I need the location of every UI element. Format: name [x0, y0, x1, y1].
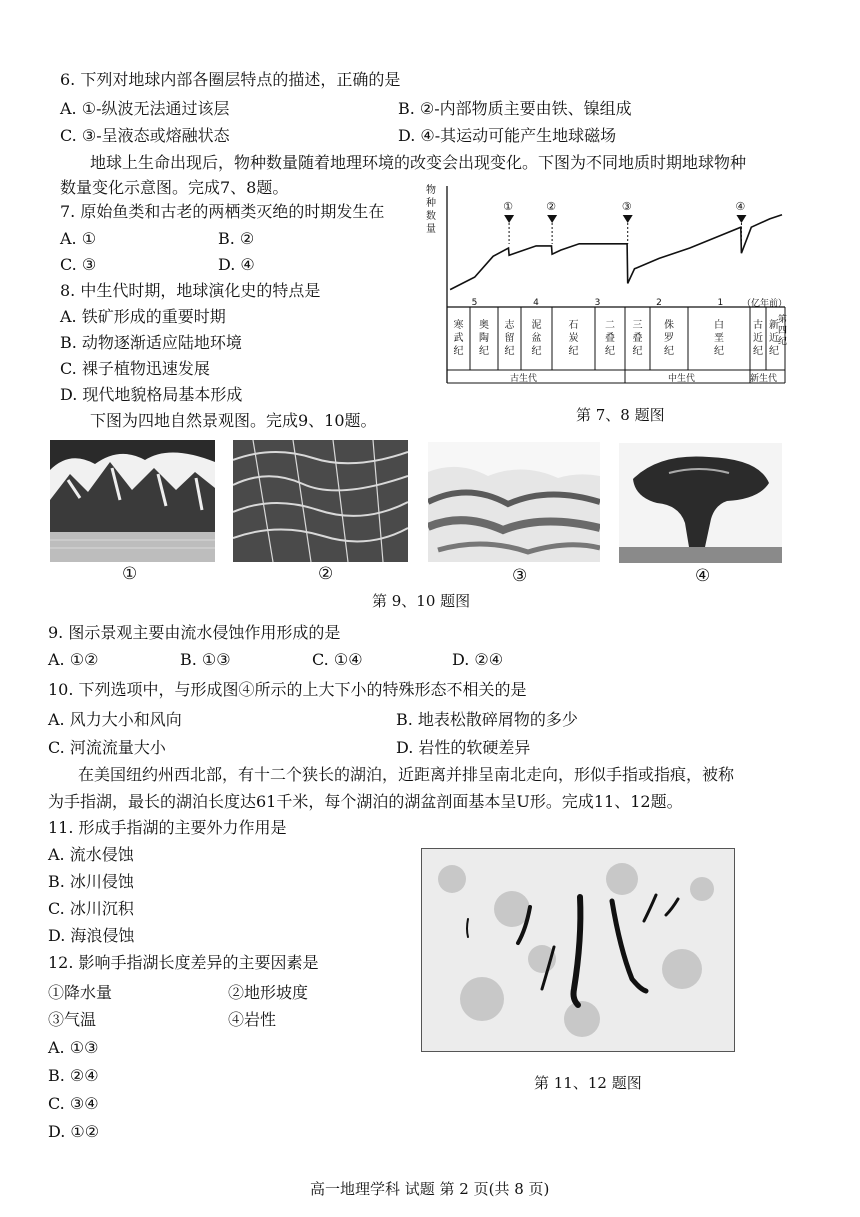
q6-option-c: C. ③-呈液态或熔融状态: [60, 126, 230, 145]
q12-option-c: C. ③④: [48, 1094, 99, 1113]
period-label-char: 纪: [453, 346, 464, 357]
period-label-char: 纪: [714, 346, 724, 357]
period-label-char: 纪: [769, 346, 779, 357]
period-label-char: 二: [605, 320, 615, 331]
period-label-char: 近: [753, 333, 763, 344]
q6-option-a: A. ①-纵波无法通过该层: [60, 99, 230, 118]
species-line: [450, 215, 782, 290]
q7-option-b: B. ②: [218, 229, 255, 248]
extinction-marker-label: ①: [503, 200, 513, 213]
intro-7-8-line2: 数量变化示意图。完成7、8题。: [60, 178, 289, 197]
x-tick-label: 2: [656, 298, 662, 308]
period-label-char: 近: [769, 333, 779, 344]
extinction-marker-label: ④: [735, 200, 746, 213]
period-table: [447, 307, 788, 383]
q9-stem: 9. 图示景观主要由流水侵蚀作用形成的是: [48, 623, 341, 642]
period-label-char: 奥: [479, 320, 489, 331]
q12-option-a: A. ①③: [48, 1038, 99, 1057]
q11-option-d: D. 海浪侵蚀: [48, 926, 135, 945]
q7-option-c: C. ③: [60, 255, 97, 274]
q6-stem: 6. 下列对地球内部各圈层特点的描述，正确的是: [60, 70, 401, 89]
x-tick-label: 5: [471, 298, 478, 308]
era-cenozoic: 新生代: [750, 374, 778, 384]
period-label-char: 石: [568, 320, 579, 331]
q7-option-d: D. ④: [218, 255, 255, 274]
q11-option-b: B. 冰川侵蚀: [48, 872, 134, 891]
photos-caption: 第 9、10 题图: [372, 592, 471, 610]
period-label-char: 炭: [568, 333, 579, 344]
x-tick-label: 1: [717, 298, 724, 308]
period-label-char: 武: [453, 333, 464, 344]
chart-ylabel-char: 种: [426, 198, 436, 209]
q12-factor-1: ①降水量: [48, 983, 113, 1002]
q8-option-b: B. 动物逐渐适应陆地环境: [60, 333, 242, 352]
q11-stem: 11. 形成手指湖的主要外力作用是: [48, 818, 287, 837]
q9-option-c: C. ①④: [312, 650, 363, 669]
x-tick-label: 3: [594, 298, 601, 308]
period-label-char: 留: [504, 333, 515, 344]
q12-factor-3: ③气温: [48, 1010, 97, 1029]
q9-option-d: D. ②④: [452, 650, 504, 669]
period-label-char: 古: [753, 320, 763, 331]
finger-lakes-map: [421, 848, 735, 1052]
period-label-char: 垩: [714, 333, 724, 344]
q7-stem: 7. 原始鱼类和古老的两栖类灭绝的时期发生在: [60, 202, 385, 221]
quaternary-label-char: 纪: [778, 337, 788, 347]
quaternary-label-char: 四: [778, 326, 788, 336]
q12-stem: 12. 影响手指湖长度差异的主要因素是: [48, 953, 319, 972]
q9-option-b: B. ①③: [180, 650, 231, 669]
chart-ylabel-char: 数: [426, 211, 436, 222]
photo-label-3: ③: [512, 566, 528, 586]
period-label-char: 罗: [664, 333, 674, 344]
landscape-photo-2: [233, 440, 408, 562]
q12-option-b: B. ②④: [48, 1066, 99, 1085]
q9-option-a: A. ①②: [48, 650, 99, 669]
lakes-caption: 第 11、12 题图: [534, 1074, 642, 1092]
chart-ylabel: [426, 183, 436, 235]
landscape-photo-4: [619, 443, 782, 563]
photo-label-1: ①: [122, 564, 138, 584]
period-label-char: 盆: [531, 333, 542, 344]
chart-ylabel-char: 量: [426, 224, 436, 235]
q10-option-d: D. 岩性的软硬差异: [396, 738, 531, 757]
species-chart: [420, 182, 790, 392]
intro-9-10: 下图为四地自然景观图。完成9、10题。: [90, 411, 377, 430]
period-label-char: 纪: [479, 346, 489, 357]
q7-option-a: A. ①: [60, 229, 97, 248]
x-tick-label: 4: [533, 298, 539, 308]
period-label-char: 纪: [568, 346, 579, 357]
era-paleozoic: 古生代: [510, 374, 538, 384]
extinction-marker-arrow: [736, 215, 746, 223]
intro-11-12-line2: 为手指湖，最长的湖泊长度达61千米，每个湖泊的湖盆剖面基本呈U形。完成11、12题。: [48, 792, 683, 811]
chart-ylabel-char: 物: [426, 185, 436, 196]
q10-option-b: B. 地表松散碎屑物的多少: [396, 710, 578, 729]
period-label-char: 白: [714, 320, 724, 331]
period-label-char: 泥: [531, 320, 542, 331]
q8-option-c: C. 裸子植物迅速发展: [60, 359, 210, 378]
intro-7-8-line1: 地球上生命出现后，物种数量随着地理环境的改变会出现变化。下图为不同地质时期地球物种: [90, 153, 747, 172]
extinction-marker-label: ③: [621, 200, 632, 213]
q11-option-a: A. 流水侵蚀: [48, 845, 134, 864]
extinction-marker-arrow: [504, 215, 514, 223]
landscape-photo-1: [50, 440, 215, 562]
photo-label-2: ②: [318, 564, 334, 584]
period-label-char: 叠: [605, 333, 615, 344]
era-mesozoic: 中生代: [668, 374, 696, 384]
quaternary-label-char: 第: [778, 315, 788, 325]
era-labels: [510, 372, 777, 384]
intro-11-12-line1: 在美国纽约州西北部，有十二个狭长的湖泊，近距离并排呈南北走向，形似手指或指痕，被称: [78, 765, 735, 784]
q6-option-b: B. ②-内部物质主要由铁、镍组成: [398, 99, 632, 118]
q8-option-d: D. 现代地貌格局基本形成: [60, 385, 243, 404]
period-label-char: 侏: [664, 320, 674, 331]
chart-unit: （亿年前）: [742, 299, 788, 309]
q10-stem: 10. 下列选项中，与形成图④所示的上大下小的特殊形态不相关的是: [48, 680, 527, 699]
extinction-marker-label: ②: [546, 200, 556, 213]
period-label-char: 纪: [531, 346, 542, 357]
q8-stem: 8. 中生代时期，地球演化史的特点是: [60, 281, 321, 300]
period-label-char: 纪: [632, 346, 643, 357]
q12-factor-4: ④岩性: [228, 1010, 277, 1029]
landscape-photo-3: [428, 442, 600, 562]
photo-label-4: ④: [695, 566, 711, 586]
period-label-char: 志: [504, 320, 515, 331]
q8-option-a: A. 铁矿形成的重要时期: [60, 307, 226, 326]
period-label-char: 纪: [753, 346, 763, 357]
period-label-char: 新: [769, 320, 779, 331]
period-label-char: 陶: [479, 333, 489, 344]
period-label-char: 寒: [453, 320, 464, 331]
q11-option-c: C. 冰川沉积: [48, 899, 134, 918]
period-label-char: 三: [632, 320, 643, 331]
period-label-char: 纪: [504, 346, 515, 357]
chart-caption: 第 7、8 题图: [576, 406, 665, 424]
extinction-marker-arrow: [623, 215, 633, 223]
period-label-char: 叠: [632, 333, 643, 344]
q6-option-d: D. ④-其运动可能产生地球磁场: [398, 126, 617, 145]
q10-option-a: A. 风力大小和风向: [48, 710, 182, 729]
q12-factor-2: ②地形坡度: [228, 983, 309, 1002]
q10-option-c: C. 河流流量大小: [48, 738, 166, 757]
extinction-marker-arrow: [547, 215, 557, 223]
page-footer: 高一地理学科 试题 第 2 页(共 8 页): [310, 1180, 550, 1198]
period-label-char: 纪: [664, 346, 674, 357]
q12-option-d: D. ①②: [48, 1122, 100, 1141]
period-label-char: 纪: [605, 346, 615, 357]
